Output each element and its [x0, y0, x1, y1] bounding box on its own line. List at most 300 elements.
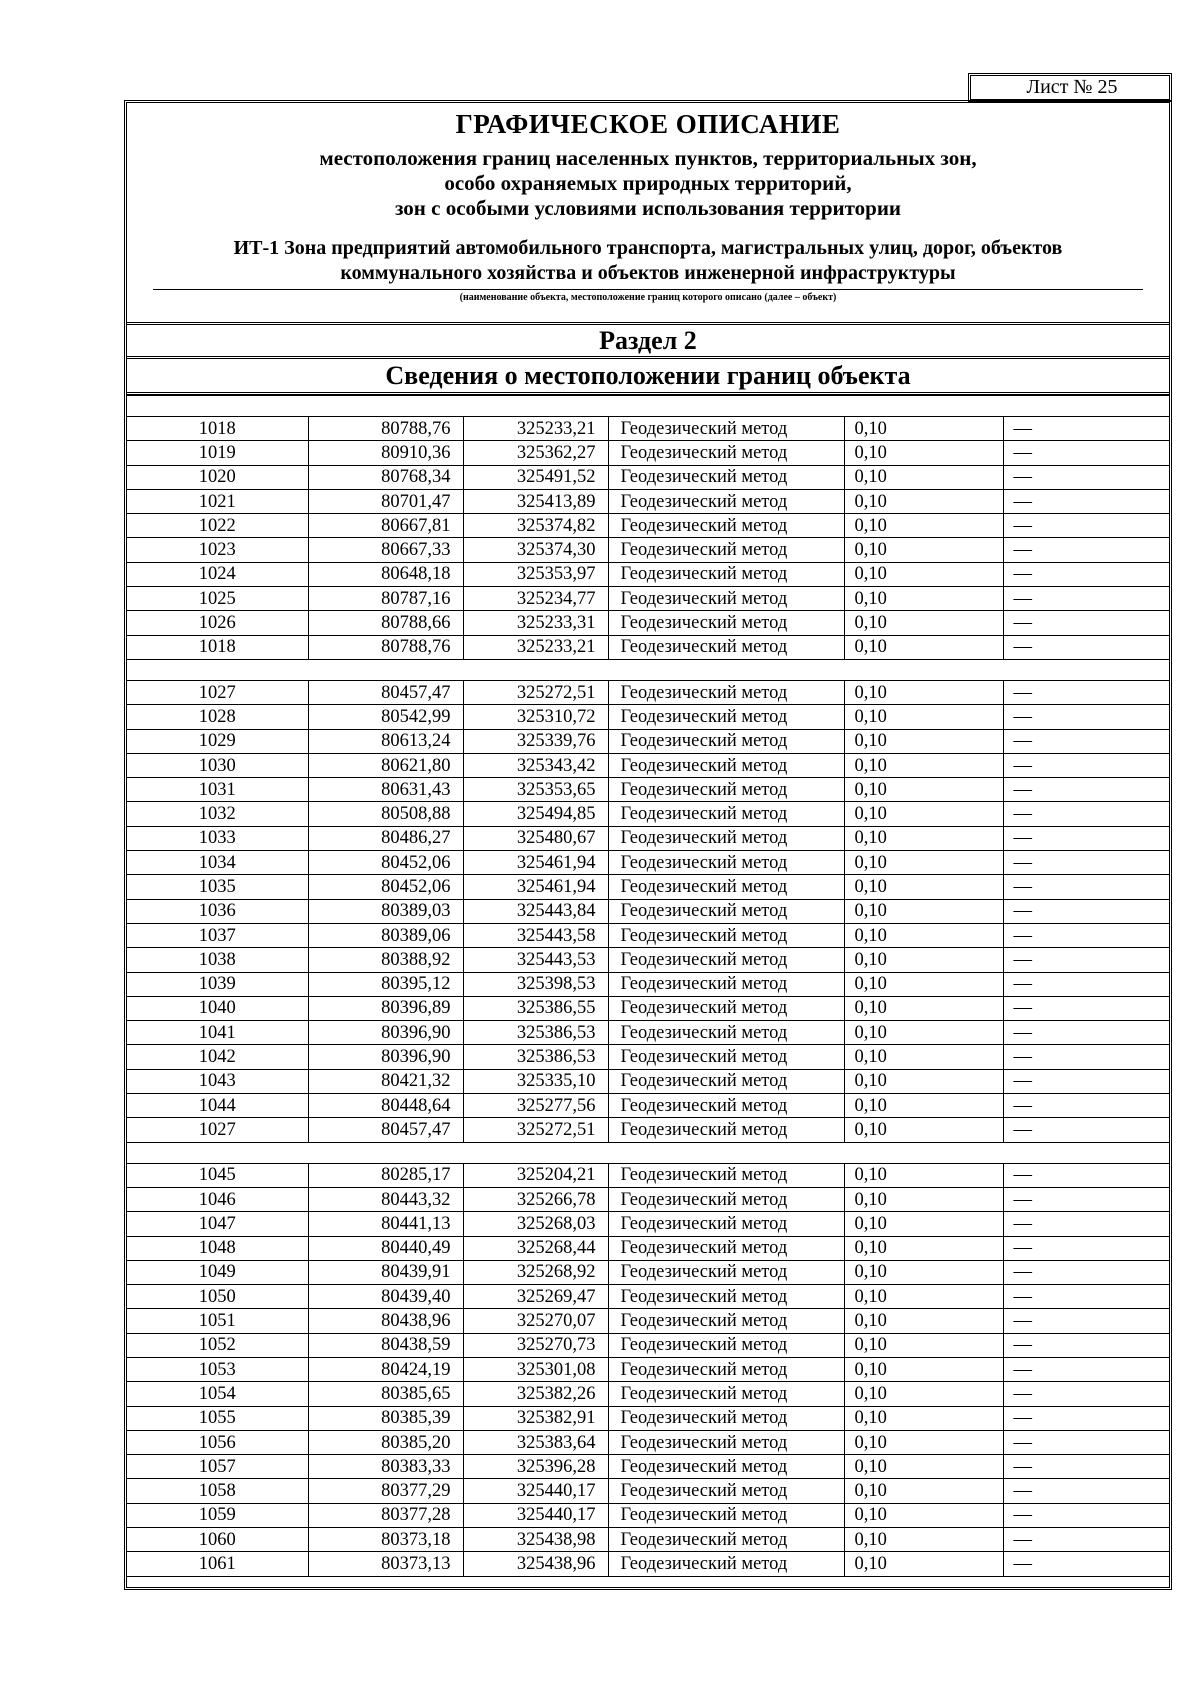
point-number-cell: 1033 [127, 826, 308, 850]
x-coordinate-cell: 80613,24 [308, 729, 463, 753]
point-number-cell: 1039 [127, 972, 308, 996]
y-coordinate-cell: 325386,53 [463, 1021, 608, 1045]
point-number-cell: 1018 [127, 635, 308, 659]
accuracy-cell: 0,10 [844, 1333, 1003, 1357]
x-coordinate-cell: 80542,99 [308, 705, 463, 729]
table-row [127, 778, 1169, 802]
accuracy-cell: 0,10 [844, 562, 1003, 586]
x-coordinate-cell: 80788,66 [308, 611, 463, 635]
table-row [127, 587, 1169, 611]
x-coordinate-cell: 80383,33 [308, 1455, 463, 1479]
object-name-line-1: ИТ-1 Зона предприятий автомобильного транспорта, магистральных улиц, дорог, объектов [233, 237, 1063, 259]
y-coordinate-cell: 325461,94 [463, 851, 608, 875]
y-coordinate-cell: 325480,67 [463, 826, 608, 850]
x-coordinate-cell: 80438,96 [308, 1309, 463, 1333]
description-cell: — [1003, 562, 1169, 586]
description-cell: — [1003, 996, 1169, 1020]
description-cell: — [1003, 1069, 1169, 1093]
subtitle-line-3: зон с особыми условиями использования территории [394, 196, 902, 220]
y-coordinate-cell: 325382,26 [463, 1382, 608, 1406]
y-coordinate-cell: 325440,17 [463, 1503, 608, 1527]
document-title: ГРАФИЧЕСКОЕ ОПИСАНИЕ [455, 109, 841, 139]
method-cell: Геодезический метод [608, 489, 844, 513]
accuracy-cell: 0,10 [844, 1045, 1003, 1069]
method-cell: Геодезический метод [608, 1285, 844, 1309]
point-number-cell: 1047 [127, 1212, 308, 1236]
x-coordinate-cell: 80457,47 [308, 1118, 463, 1142]
point-number-cell: 1044 [127, 1094, 308, 1118]
coordinates-table-body [127, 396, 1169, 1577]
y-coordinate-cell: 325440,17 [463, 1479, 608, 1503]
accuracy-cell: 0,10 [844, 1552, 1003, 1576]
x-coordinate-cell: 80377,29 [308, 1479, 463, 1503]
table-row [127, 538, 1169, 562]
method-cell: Геодезический метод [608, 851, 844, 875]
point-number-cell: 1037 [127, 923, 308, 947]
object-underline [153, 289, 1143, 290]
method-cell: Геодезический метод [608, 1479, 844, 1503]
y-coordinate-cell: 325438,98 [463, 1528, 608, 1552]
y-coordinate-cell: 325413,89 [463, 489, 608, 513]
y-coordinate-cell: 325461,94 [463, 875, 608, 899]
description-cell: — [1003, 538, 1169, 562]
x-coordinate-cell: 80486,27 [308, 826, 463, 850]
method-cell: Геодезический метод [608, 1212, 844, 1236]
method-cell: Геодезический метод [608, 1552, 844, 1576]
x-coordinate-cell: 80389,03 [308, 899, 463, 923]
method-cell: Геодезический метод [608, 826, 844, 850]
point-number-cell: 1027 [127, 680, 308, 704]
x-coordinate-cell: 80631,43 [308, 778, 463, 802]
table-row [127, 417, 1169, 441]
description-cell: — [1003, 1118, 1169, 1142]
table-row [127, 1528, 1169, 1552]
description-cell: — [1003, 441, 1169, 465]
accuracy-cell: 0,10 [844, 680, 1003, 704]
method-cell: Геодезический метод [608, 465, 844, 489]
description-cell: — [1003, 1309, 1169, 1333]
y-coordinate-cell: 325396,28 [463, 1455, 608, 1479]
description-cell: — [1003, 1045, 1169, 1069]
table-row [127, 611, 1169, 635]
method-cell: Геодезический метод [608, 1163, 844, 1187]
method-cell: Геодезический метод [608, 1503, 844, 1527]
x-coordinate-cell: 80787,16 [308, 587, 463, 611]
accuracy-cell: 0,10 [844, 1528, 1003, 1552]
table-row [127, 1021, 1169, 1045]
table-row [127, 948, 1169, 972]
y-coordinate-cell: 325353,97 [463, 562, 608, 586]
point-number-cell: 1052 [127, 1333, 308, 1357]
table-row [127, 1118, 1169, 1142]
sheet-number-box [968, 73, 1172, 102]
description-cell: — [1003, 465, 1169, 489]
accuracy-cell: 0,10 [844, 587, 1003, 611]
x-coordinate-cell: 80395,12 [308, 972, 463, 996]
x-coordinate-cell: 80438,59 [308, 1333, 463, 1357]
y-coordinate-cell: 325268,44 [463, 1236, 608, 1260]
method-cell: Геодезический метод [608, 635, 844, 659]
object-name-line-2: коммунального хозяйства и объектов инженерной инфраструктуры [340, 262, 956, 284]
y-coordinate-cell: 325382,91 [463, 1406, 608, 1430]
table-row [127, 465, 1169, 489]
x-coordinate-cell: 80443,32 [308, 1187, 463, 1211]
accuracy-cell: 0,10 [844, 465, 1003, 489]
table-row [127, 753, 1169, 777]
description-cell: — [1003, 635, 1169, 659]
x-coordinate-cell: 80396,90 [308, 1045, 463, 1069]
x-coordinate-cell: 80385,65 [308, 1382, 463, 1406]
section-title: Раздел 2 [127, 325, 1169, 359]
y-coordinate-cell: 325386,55 [463, 996, 608, 1020]
x-coordinate-cell: 80452,06 [308, 875, 463, 899]
accuracy-cell: 0,10 [844, 802, 1003, 826]
x-coordinate-cell: 80439,91 [308, 1260, 463, 1284]
description-cell: — [1003, 778, 1169, 802]
point-number-cell: 1040 [127, 996, 308, 1020]
accuracy-cell: 0,10 [844, 753, 1003, 777]
point-number-cell: 1053 [127, 1357, 308, 1381]
point-number-cell: 1034 [127, 851, 308, 875]
x-coordinate-cell: 80701,47 [308, 489, 463, 513]
x-coordinate-cell: 80396,89 [308, 996, 463, 1020]
table-row [127, 1309, 1169, 1333]
point-number-cell: 1055 [127, 1406, 308, 1430]
accuracy-cell: 0,10 [844, 1285, 1003, 1309]
accuracy-cell: 0,10 [844, 1406, 1003, 1430]
accuracy-cell: 0,10 [844, 996, 1003, 1020]
description-cell: — [1003, 1187, 1169, 1211]
method-cell: Геодезический метод [608, 1118, 844, 1142]
point-number-cell: 1023 [127, 538, 308, 562]
y-coordinate-cell: 325270,07 [463, 1309, 608, 1333]
point-number-cell: 1024 [127, 562, 308, 586]
table-row [127, 1357, 1169, 1381]
description-cell: — [1003, 802, 1169, 826]
description-cell: — [1003, 1333, 1169, 1357]
point-number-cell: 1048 [127, 1236, 308, 1260]
accuracy-cell: 0,10 [844, 1118, 1003, 1142]
y-coordinate-cell: 325438,96 [463, 1552, 608, 1576]
accuracy-cell: 0,10 [844, 826, 1003, 850]
description-cell: — [1003, 587, 1169, 611]
method-cell: Геодезический метод [608, 1045, 844, 1069]
point-number-cell: 1021 [127, 489, 308, 513]
x-coordinate-cell: 80457,47 [308, 680, 463, 704]
method-cell: Геодезический метод [608, 680, 844, 704]
table-row [127, 972, 1169, 996]
method-cell: Геодезический метод [608, 923, 844, 947]
table-row [127, 802, 1169, 826]
separator-cell [127, 1142, 1169, 1163]
table-row [127, 489, 1169, 513]
description-cell: — [1003, 1236, 1169, 1260]
point-number-cell: 1018 [127, 417, 308, 441]
accuracy-cell: 0,10 [844, 514, 1003, 538]
description-cell: — [1003, 1430, 1169, 1454]
accuracy-cell: 0,10 [844, 899, 1003, 923]
table-row [127, 562, 1169, 586]
x-coordinate-cell: 80373,13 [308, 1552, 463, 1576]
point-number-cell: 1050 [127, 1285, 308, 1309]
method-cell: Геодезический метод [608, 948, 844, 972]
accuracy-cell: 0,10 [844, 1021, 1003, 1045]
description-cell: — [1003, 1528, 1169, 1552]
description-cell: — [1003, 875, 1169, 899]
method-cell: Геодезический метод [608, 1187, 844, 1211]
x-coordinate-cell: 80421,32 [308, 1069, 463, 1093]
accuracy-cell: 0,10 [844, 1430, 1003, 1454]
method-cell: Геодезический метод [608, 1309, 844, 1333]
point-number-cell: 1027 [127, 1118, 308, 1142]
method-cell: Геодезический метод [608, 875, 844, 899]
point-number-cell: 1038 [127, 948, 308, 972]
accuracy-cell: 0,10 [844, 611, 1003, 635]
y-coordinate-cell: 325233,21 [463, 635, 608, 659]
description-cell: — [1003, 705, 1169, 729]
point-number-cell: 1056 [127, 1430, 308, 1454]
method-cell: Геодезический метод [608, 899, 844, 923]
table-row [127, 1260, 1169, 1284]
description-cell: — [1003, 611, 1169, 635]
method-cell: Геодезический метод [608, 562, 844, 586]
description-cell: — [1003, 1479, 1169, 1503]
y-coordinate-cell: 325270,73 [463, 1333, 608, 1357]
point-number-cell: 1036 [127, 899, 308, 923]
description-cell: — [1003, 1094, 1169, 1118]
point-number-cell: 1058 [127, 1479, 308, 1503]
y-coordinate-cell: 325301,08 [463, 1357, 608, 1381]
description-cell: — [1003, 729, 1169, 753]
object-caption: (наименование объекта, местоположение границ которого описано (далее – объект) [459, 292, 837, 303]
point-number-cell: 1043 [127, 1069, 308, 1093]
x-coordinate-cell: 80385,39 [308, 1406, 463, 1430]
y-coordinate-cell: 325233,31 [463, 611, 608, 635]
accuracy-cell: 0,10 [844, 1163, 1003, 1187]
y-coordinate-cell: 325272,51 [463, 680, 608, 704]
description-cell: — [1003, 489, 1169, 513]
accuracy-cell: 0,10 [844, 948, 1003, 972]
accuracy-cell: 0,10 [844, 729, 1003, 753]
table-row [127, 1382, 1169, 1406]
y-coordinate-cell: 325339,76 [463, 729, 608, 753]
accuracy-cell: 0,10 [844, 972, 1003, 996]
x-coordinate-cell: 80452,06 [308, 851, 463, 875]
accuracy-cell: 0,10 [844, 1069, 1003, 1093]
y-coordinate-cell: 325272,51 [463, 1118, 608, 1142]
description-cell: — [1003, 1552, 1169, 1576]
table-row [127, 923, 1169, 947]
method-cell: Геодезический метод [608, 1094, 844, 1118]
description-cell: — [1003, 1260, 1169, 1284]
table-row [127, 441, 1169, 465]
y-coordinate-cell: 325491,52 [463, 465, 608, 489]
table-row [127, 1552, 1169, 1576]
accuracy-cell: 0,10 [844, 851, 1003, 875]
method-cell: Геодезический метод [608, 417, 844, 441]
table-row [127, 1187, 1169, 1211]
point-number-cell: 1042 [127, 1045, 308, 1069]
y-coordinate-cell: 325494,85 [463, 802, 608, 826]
y-coordinate-cell: 325268,92 [463, 1260, 608, 1284]
table-row [127, 899, 1169, 923]
accuracy-cell: 0,10 [844, 1236, 1003, 1260]
point-number-cell: 1059 [127, 1503, 308, 1527]
accuracy-cell: 0,10 [844, 1382, 1003, 1406]
method-cell: Геодезический метод [608, 1406, 844, 1430]
point-number-cell: 1031 [127, 778, 308, 802]
y-coordinate-cell: 325204,21 [463, 1163, 608, 1187]
group-separator-row [127, 396, 1169, 417]
method-cell: Геодезический метод [608, 538, 844, 562]
description-cell: — [1003, 1503, 1169, 1527]
accuracy-cell: 0,10 [844, 705, 1003, 729]
description-cell: — [1003, 851, 1169, 875]
table-row [127, 705, 1169, 729]
point-number-cell: 1054 [127, 1382, 308, 1406]
accuracy-cell: 0,10 [844, 778, 1003, 802]
description-cell: — [1003, 923, 1169, 947]
sheet-number: Лист № 25 [1026, 76, 1118, 98]
accuracy-cell: 0,10 [844, 489, 1003, 513]
y-coordinate-cell: 325443,53 [463, 948, 608, 972]
x-coordinate-cell: 80508,88 [308, 802, 463, 826]
group-separator-row [127, 1142, 1169, 1163]
y-coordinate-cell: 325266,78 [463, 1187, 608, 1211]
point-number-cell: 1049 [127, 1260, 308, 1284]
y-coordinate-cell: 325269,47 [463, 1285, 608, 1309]
table-row [127, 826, 1169, 850]
accuracy-cell: 0,10 [844, 1455, 1003, 1479]
method-cell: Геодезический метод [608, 778, 844, 802]
table-row [127, 635, 1169, 659]
description-cell: — [1003, 1406, 1169, 1430]
x-coordinate-cell: 80439,40 [308, 1285, 463, 1309]
table-row [127, 1406, 1169, 1430]
method-cell: Геодезический метод [608, 729, 844, 753]
description-cell: — [1003, 1021, 1169, 1045]
point-number-cell: 1030 [127, 753, 308, 777]
table-row [127, 1285, 1169, 1309]
method-cell: Геодезический метод [608, 996, 844, 1020]
coordinates-table [127, 395, 1169, 1577]
y-coordinate-cell: 325353,65 [463, 778, 608, 802]
method-cell: Геодезический метод [608, 1021, 844, 1045]
accuracy-cell: 0,10 [844, 1503, 1003, 1527]
description-cell: — [1003, 514, 1169, 538]
table-row [127, 680, 1169, 704]
method-cell: Геодезический метод [608, 1260, 844, 1284]
point-number-cell: 1019 [127, 441, 308, 465]
separator-cell [127, 659, 1169, 680]
point-number-cell: 1020 [127, 465, 308, 489]
x-coordinate-cell: 80667,33 [308, 538, 463, 562]
method-cell: Геодезический метод [608, 1455, 844, 1479]
document-frame [124, 100, 1172, 1590]
x-coordinate-cell: 80388,92 [308, 948, 463, 972]
method-cell: Геодезический метод [608, 1382, 844, 1406]
method-cell: Геодезический метод [608, 753, 844, 777]
point-number-cell: 1035 [127, 875, 308, 899]
method-cell: Геодезический метод [608, 1236, 844, 1260]
description-cell: — [1003, 1285, 1169, 1309]
table-row [127, 1094, 1169, 1118]
accuracy-cell: 0,10 [844, 1187, 1003, 1211]
accuracy-cell: 0,10 [844, 538, 1003, 562]
table-row [127, 875, 1169, 899]
point-number-cell: 1032 [127, 802, 308, 826]
method-cell: Геодезический метод [608, 802, 844, 826]
y-coordinate-cell: 325233,21 [463, 417, 608, 441]
description-cell: — [1003, 1357, 1169, 1381]
method-cell: Геодезический метод [608, 587, 844, 611]
subtitle-line-2: особо охраняемых природных территорий, [444, 171, 852, 195]
accuracy-cell: 0,10 [844, 1212, 1003, 1236]
accuracy-cell: 0,10 [844, 875, 1003, 899]
method-cell: Геодезический метод [608, 1333, 844, 1357]
point-number-cell: 1046 [127, 1187, 308, 1211]
x-coordinate-cell: 80667,81 [308, 514, 463, 538]
section-subtitle: Сведения о местоположении границ объекта [127, 359, 1169, 395]
y-coordinate-cell: 325277,56 [463, 1094, 608, 1118]
group-separator-row [127, 659, 1169, 680]
table-row [127, 851, 1169, 875]
table-row [127, 996, 1169, 1020]
x-coordinate-cell: 80424,19 [308, 1357, 463, 1381]
method-cell: Геодезический метод [608, 514, 844, 538]
accuracy-cell: 0,10 [844, 635, 1003, 659]
point-number-cell: 1028 [127, 705, 308, 729]
description-cell: — [1003, 753, 1169, 777]
table-row [127, 1503, 1169, 1527]
point-number-cell: 1051 [127, 1309, 308, 1333]
y-coordinate-cell: 325362,27 [463, 441, 608, 465]
y-coordinate-cell: 325398,53 [463, 972, 608, 996]
accuracy-cell: 0,10 [844, 1309, 1003, 1333]
method-cell: Геодезический метод [608, 611, 844, 635]
x-coordinate-cell: 80910,36 [308, 441, 463, 465]
accuracy-cell: 0,10 [844, 1260, 1003, 1284]
method-cell: Геодезический метод [608, 1528, 844, 1552]
point-number-cell: 1045 [127, 1163, 308, 1187]
accuracy-cell: 0,10 [844, 1094, 1003, 1118]
description-cell: — [1003, 417, 1169, 441]
y-coordinate-cell: 325343,42 [463, 753, 608, 777]
accuracy-cell: 0,10 [844, 923, 1003, 947]
document-header [127, 103, 1169, 325]
x-coordinate-cell: 80788,76 [308, 635, 463, 659]
x-coordinate-cell: 80648,18 [308, 562, 463, 586]
x-coordinate-cell: 80373,18 [308, 1528, 463, 1552]
method-cell: Геодезический метод [608, 1069, 844, 1093]
y-coordinate-cell: 325386,53 [463, 1045, 608, 1069]
method-cell: Геодезический метод [608, 1357, 844, 1381]
method-cell: Геодезический метод [608, 972, 844, 996]
description-cell: — [1003, 680, 1169, 704]
x-coordinate-cell: 80621,80 [308, 753, 463, 777]
x-coordinate-cell: 80448,64 [308, 1094, 463, 1118]
y-coordinate-cell: 325268,03 [463, 1212, 608, 1236]
x-coordinate-cell: 80441,13 [308, 1212, 463, 1236]
method-cell: Геодезический метод [608, 705, 844, 729]
description-cell: — [1003, 1163, 1169, 1187]
separator-cell [127, 396, 1169, 417]
accuracy-cell: 0,10 [844, 417, 1003, 441]
y-coordinate-cell: 325310,72 [463, 705, 608, 729]
y-coordinate-cell: 325443,58 [463, 923, 608, 947]
method-cell: Геодезический метод [608, 1430, 844, 1454]
table-row [127, 1479, 1169, 1503]
